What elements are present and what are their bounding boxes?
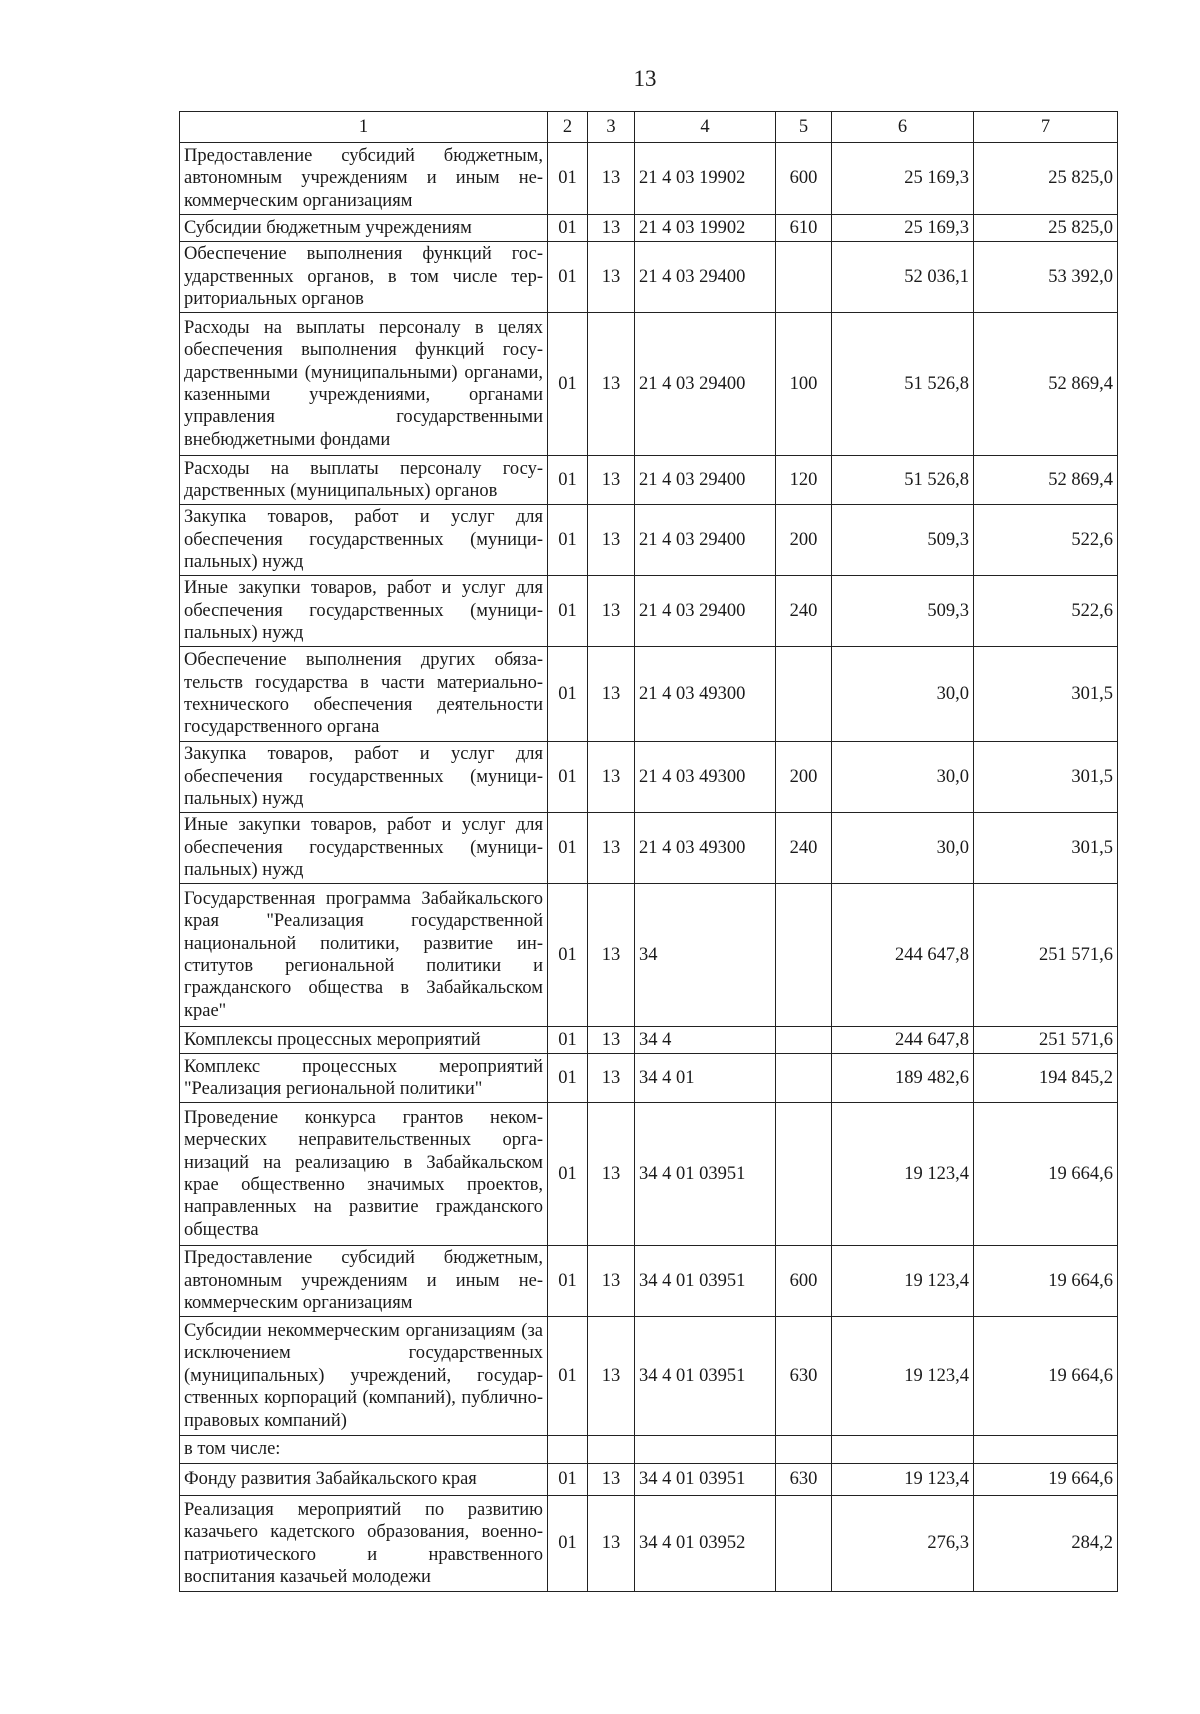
row-name: Обеспечение выполнения других обязательств государства в части материально-технического обеспечения деятельности государственного органа — [180, 647, 548, 742]
row-expense-type — [776, 242, 832, 313]
row-target-code: 34 4 01 03952 — [635, 1496, 776, 1592]
row-section: 01 — [548, 576, 588, 647]
row-target-code: 21 4 03 29400 — [635, 242, 776, 313]
row-amount-6: 25 169,3 — [832, 143, 974, 215]
row-subsection — [588, 1436, 635, 1464]
row-amount-6: 30,0 — [832, 813, 974, 884]
row-name: в том числе: — [180, 1436, 548, 1464]
row-amount-7: 52 869,4 — [974, 313, 1118, 456]
column-header-7: 7 — [974, 112, 1118, 143]
row-section: 01 — [548, 884, 588, 1027]
row-name: Закупка товаров, работ и услуг для обеспечения государственных (муниципальных) нужд — [180, 742, 548, 813]
column-header-2: 2 — [548, 112, 588, 143]
row-name: Предоставление субсидий бюджетным, автономным учреждениям и иным некоммерческим организациям — [180, 143, 548, 215]
row-amount-7: 251 571,6 — [974, 884, 1118, 1027]
row-amount-6: 244 647,8 — [832, 1027, 974, 1054]
row-amount-6: 244 647,8 — [832, 884, 974, 1027]
row-section: 01 — [548, 1496, 588, 1592]
row-expense-type — [776, 1054, 832, 1103]
row-expense-type: 240 — [776, 813, 832, 884]
row-name: Проведение конкурса грантов некоммерческих неправительственных организаций на реализацию в Забайкальском крае общественно значимых проектов, направленных на развитие гражданского общества — [180, 1103, 548, 1246]
row-amount-7: 19 664,6 — [974, 1464, 1118, 1496]
row-amount-7: 284,2 — [974, 1496, 1118, 1592]
row-expense-type — [776, 884, 832, 1027]
row-amount-7: 19 664,6 — [974, 1317, 1118, 1436]
row-section: 01 — [548, 1317, 588, 1436]
row-amount-6: 30,0 — [832, 742, 974, 813]
row-subsection: 13 — [588, 456, 635, 505]
row-expense-type: 100 — [776, 313, 832, 456]
table-row — [180, 1436, 1118, 1464]
row-target-code — [635, 1436, 776, 1464]
row-section: 01 — [548, 1464, 588, 1496]
row-target-code: 34 4 — [635, 1027, 776, 1054]
row-subsection: 13 — [588, 143, 635, 215]
row-target-code: 21 4 03 19902 — [635, 215, 776, 242]
row-subsection: 13 — [588, 1027, 635, 1054]
row-subsection: 13 — [588, 1103, 635, 1246]
table-row — [180, 1103, 1118, 1246]
table-row — [180, 1496, 1118, 1592]
row-target-code: 34 4 01 — [635, 1054, 776, 1103]
row-name: Расходы на выплаты персоналу государственных (муниципальных) органов — [180, 456, 548, 505]
row-expense-type — [776, 1103, 832, 1246]
row-target-code: 21 4 03 29400 — [635, 505, 776, 576]
row-subsection: 13 — [588, 813, 635, 884]
row-subsection: 13 — [588, 742, 635, 813]
row-section: 01 — [548, 143, 588, 215]
row-expense-type: 600 — [776, 143, 832, 215]
row-subsection: 13 — [588, 1496, 635, 1592]
table-row — [180, 313, 1118, 456]
row-subsection: 13 — [588, 313, 635, 456]
row-name: Государственная программа Забайкальского края "Реализация государственной национальной политики, развитие институтов региональной политики и гражданского общества в Забайкальском крае" — [180, 884, 548, 1027]
table-row — [180, 1317, 1118, 1436]
row-amount-7: 522,6 — [974, 576, 1118, 647]
row-subsection: 13 — [588, 242, 635, 313]
row-amount-6: 52 036,1 — [832, 242, 974, 313]
row-expense-type — [776, 647, 832, 742]
column-header-4: 4 — [635, 112, 776, 143]
row-amount-7: 301,5 — [974, 813, 1118, 884]
row-section: 01 — [548, 456, 588, 505]
row-target-code: 34 4 01 03951 — [635, 1317, 776, 1436]
row-expense-type — [776, 1496, 832, 1592]
row-amount-7: 19 664,6 — [974, 1103, 1118, 1246]
row-amount-6: 509,3 — [832, 576, 974, 647]
row-amount-7: 25 825,0 — [974, 215, 1118, 242]
row-amount-6: 189 482,6 — [832, 1054, 974, 1103]
page-number: 13 — [633, 66, 657, 91]
row-subsection: 13 — [588, 1317, 635, 1436]
row-amount-7: 25 825,0 — [974, 143, 1118, 215]
row-amount-7 — [974, 1436, 1118, 1464]
row-expense-type: 200 — [776, 742, 832, 813]
row-amount-6: 19 123,4 — [832, 1317, 974, 1436]
row-expense-type: 630 — [776, 1317, 832, 1436]
row-subsection: 13 — [588, 1054, 635, 1103]
row-expense-type: 630 — [776, 1464, 832, 1496]
row-amount-7: 251 571,6 — [974, 1027, 1118, 1054]
row-target-code: 34 4 01 03951 — [635, 1246, 776, 1317]
row-section: 01 — [548, 1246, 588, 1317]
budget-table — [179, 111, 1118, 1592]
row-amount-6: 509,3 — [832, 505, 974, 576]
row-target-code: 21 4 03 19902 — [635, 143, 776, 215]
column-header-6: 6 — [832, 112, 974, 143]
row-name: Обеспечение выполнения функций государственных органов, в том числе территориальных органов — [180, 242, 548, 313]
row-subsection: 13 — [588, 215, 635, 242]
row-amount-6 — [832, 1436, 974, 1464]
table-row — [180, 884, 1118, 1027]
table-row — [180, 647, 1118, 742]
table-row — [180, 1054, 1118, 1103]
row-section: 01 — [548, 1027, 588, 1054]
row-expense-type: 610 — [776, 215, 832, 242]
table-row — [180, 742, 1118, 813]
row-target-code: 34 4 01 03951 — [635, 1103, 776, 1246]
row-expense-type — [776, 1436, 832, 1464]
row-name: Субсидии некоммерческим организациям (за исключением государственных (муниципальных) учреждений, государственных корпораций (компаний), публично-правовых компаний) — [180, 1317, 548, 1436]
row-section: 01 — [548, 215, 588, 242]
column-header-3: 3 — [588, 112, 635, 143]
row-subsection: 13 — [588, 647, 635, 742]
row-section: 01 — [548, 1103, 588, 1246]
row-target-code: 21 4 03 49300 — [635, 813, 776, 884]
column-header-5: 5 — [776, 112, 832, 143]
table-row — [180, 1464, 1118, 1496]
row-expense-type: 600 — [776, 1246, 832, 1317]
row-amount-7: 53 392,0 — [974, 242, 1118, 313]
row-amount-7: 19 664,6 — [974, 1246, 1118, 1317]
row-amount-6: 276,3 — [832, 1496, 974, 1592]
header-row — [180, 112, 1118, 143]
row-section: 01 — [548, 313, 588, 456]
row-amount-7: 522,6 — [974, 505, 1118, 576]
row-subsection: 13 — [588, 576, 635, 647]
row-amount-6: 51 526,8 — [832, 456, 974, 505]
table-row — [180, 576, 1118, 647]
row-name: Фонду развития Забайкальского края — [180, 1464, 548, 1496]
table-row — [180, 1246, 1118, 1317]
row-section: 01 — [548, 813, 588, 884]
row-amount-7: 52 869,4 — [974, 456, 1118, 505]
row-target-code: 21 4 03 49300 — [635, 742, 776, 813]
row-expense-type: 120 — [776, 456, 832, 505]
row-target-code: 34 — [635, 884, 776, 1027]
table-row — [180, 143, 1118, 215]
table-row — [180, 1027, 1118, 1054]
row-subsection: 13 — [588, 1464, 635, 1496]
column-header-1: 1 — [180, 112, 548, 143]
row-name: Закупка товаров, работ и услуг для обеспечения государственных (муниципальных) нужд — [180, 505, 548, 576]
row-target-code: 21 4 03 29400 — [635, 576, 776, 647]
row-name: Иные закупки товаров, работ и услуг для обеспечения государственных (муниципальных) нужд — [180, 813, 548, 884]
row-expense-type: 200 — [776, 505, 832, 576]
row-amount-7: 194 845,2 — [974, 1054, 1118, 1103]
table-row — [180, 456, 1118, 505]
row-target-code: 21 4 03 49300 — [635, 647, 776, 742]
row-amount-6: 25 169,3 — [832, 215, 974, 242]
row-amount-6: 19 123,4 — [832, 1103, 974, 1246]
row-amount-6: 51 526,8 — [832, 313, 974, 456]
row-section: 01 — [548, 505, 588, 576]
row-target-code: 34 4 01 03951 — [635, 1464, 776, 1496]
table-row — [180, 813, 1118, 884]
row-name: Иные закупки товаров, работ и услуг для обеспечения государственных (муниципальных) нужд — [180, 576, 548, 647]
row-name: Комплекс процессных мероприятий "Реализация региональной политики" — [180, 1054, 548, 1103]
row-amount-7: 301,5 — [974, 647, 1118, 742]
row-expense-type: 240 — [776, 576, 832, 647]
table-row — [180, 215, 1118, 242]
row-name: Предоставление субсидий бюджетным, автономным учреждениям и иным некоммерческим организациям — [180, 1246, 548, 1317]
row-section: 01 — [548, 242, 588, 313]
row-section — [548, 1436, 588, 1464]
row-name: Комплексы процессных мероприятий — [180, 1027, 548, 1054]
row-section: 01 — [548, 647, 588, 742]
row-target-code: 21 4 03 29400 — [635, 456, 776, 505]
row-section: 01 — [548, 742, 588, 813]
row-name: Расходы на выплаты персоналу в целях обеспечения выполнения функций государственными (муниципальными) органами, казенными учреждениями, органами управления государственными внебюджетными фондами — [180, 313, 548, 456]
row-amount-6: 19 123,4 — [832, 1464, 974, 1496]
row-amount-6: 30,0 — [832, 647, 974, 742]
row-subsection: 13 — [588, 1246, 635, 1317]
row-name: Субсидии бюджетным учреждениям — [180, 215, 548, 242]
row-section: 01 — [548, 1054, 588, 1103]
row-target-code: 21 4 03 29400 — [635, 313, 776, 456]
row-expense-type — [776, 1027, 832, 1054]
table-row — [180, 242, 1118, 313]
row-subsection: 13 — [588, 884, 635, 1027]
table-row — [180, 505, 1118, 576]
row-amount-6: 19 123,4 — [832, 1246, 974, 1317]
row-amount-7: 301,5 — [974, 742, 1118, 813]
row-name: Реализация мероприятий по развитию казачьего кадетского образования, военно-патриотического и нравственного воспитания казачьей молодежи — [180, 1496, 548, 1592]
row-subsection: 13 — [588, 505, 635, 576]
